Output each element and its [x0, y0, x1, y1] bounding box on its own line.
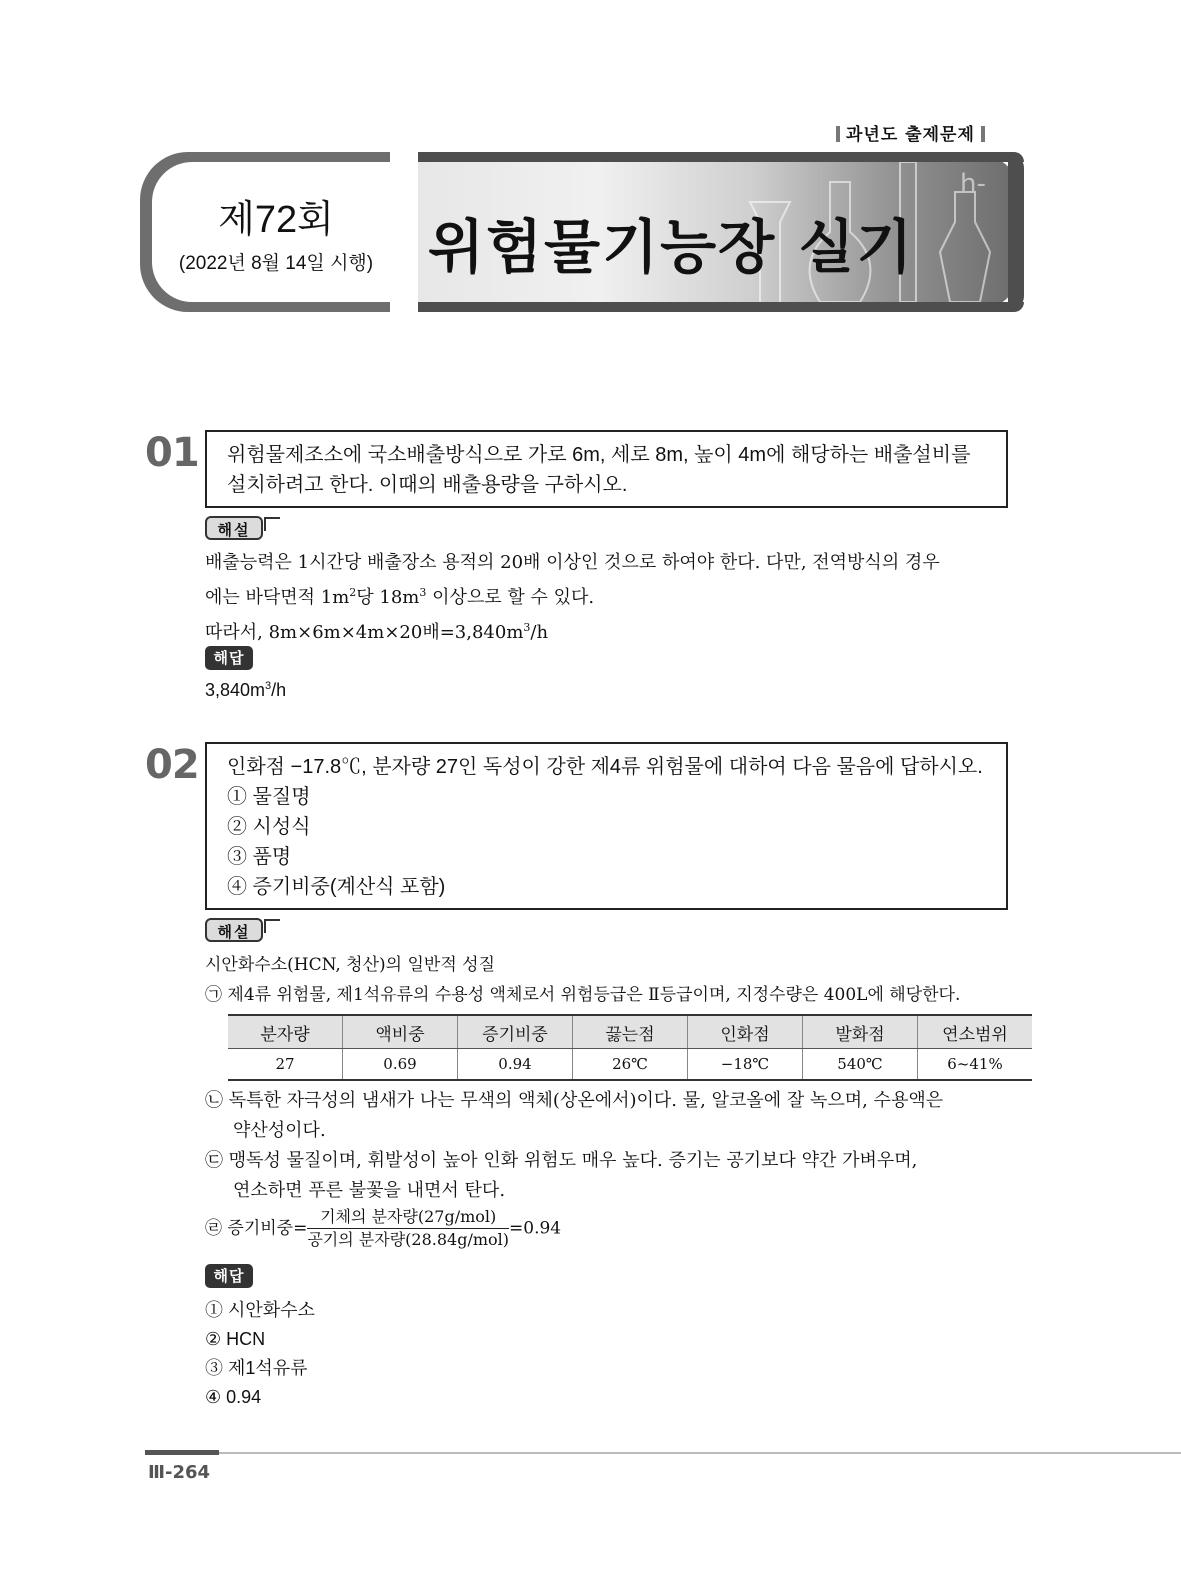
explanation-text: ㉡ 독특한 자극성의 냄새가 나는 무색의 액체(상온에서)이다. 물, 알코올에 잘 녹으며, 수용액은 약산성이다. ㉢ 맹독성 물질이며, 휘발성이 높아 인화 위험도 매우 높다. 증기는 공기보다 약간 가벼우며, 연소하면 푸른 불꽃을 내면서 탄다. [205, 1090, 944, 1201]
exam-date: (2022년 8월 14일 시행) [178, 253, 374, 274]
answer-badge: 해답 [205, 646, 253, 670]
table-header-cell: 인화점 [688, 1015, 803, 1049]
explanation-text: 시안화수소(HCN, 청산)의 일반적 성질 ㉠ 제4류 위험물, 제1석유류의 수용성 액체로서 위험등급은 Ⅱ등급이며, 지정수량은 400L에 해당한다. [205, 955, 961, 1005]
table-header-cell: 발화점 [803, 1015, 918, 1049]
flag-icon [264, 517, 280, 531]
tag-bar-left [836, 126, 840, 142]
table-header-cell: 연소범위 [918, 1015, 1033, 1049]
question-item: ③ 품명 [227, 846, 292, 868]
explanation-badge: 해설 [205, 918, 263, 942]
answer-text: $3,840m^3/h$ [205, 680, 287, 700]
vapor-density-formula: ㉣ 증기비중= $\frac{\text{기체의 분자량(27g/mol)}}{\text{공기의 분자량(28.84g/mol)}}$ =0.94 [205, 1207, 562, 1249]
question-item: ④ 증기비중(계산식 포함) [227, 876, 446, 898]
question-text-line: 인화점 −17.8℃, 분자량 27인 독성이 강한 제4류 위험물에 대하여 다음 물음에 답하시오. [227, 756, 983, 778]
table-cell: 0.69 [343, 1049, 458, 1081]
table-header-cell: 끓는점 [573, 1015, 688, 1049]
section-tag: 과년도 출제문제 [830, 120, 991, 145]
question-box [205, 742, 1008, 910]
answer-badge: 해답 [205, 1264, 253, 1288]
table-cell: 27 [228, 1049, 343, 1081]
question-item: ① 물질명 [227, 786, 311, 808]
footer-rule-accent [145, 1450, 219, 1455]
table-cell: −18℃ [688, 1049, 803, 1081]
page-number: Ⅲ-264 [148, 1462, 211, 1483]
table-header-cell: 액비중 [343, 1015, 458, 1049]
properties-table [228, 1014, 1032, 1081]
exam-round: 제72회 [218, 199, 334, 241]
banner-right-top-border [418, 152, 1024, 162]
svg-text:h-: h- [960, 169, 986, 199]
explanation-badge: 해설 [205, 516, 263, 540]
explanation-text: 배출능력은 1시간당 배출장소 용적의 20배 이상인 것으로 하여야 한다. 다만, 전역방식의 경우 에는 바닥면적 $1m^2$당 $18m^3$ 이상으로 할 수 있다. 따라서, 8m×6m×4m×20배$=3,840m^3/h$ [205, 552, 940, 643]
table-header-row [228, 1015, 1032, 1049]
footer-rule [145, 1452, 1181, 1454]
question-text-line: 위험물제조소에 국소배출방식으로 가로 6m, 세로 8m, 높이 4m에 해당하는 배출설비를 [227, 444, 971, 466]
question-number: 02 [145, 742, 199, 788]
question-item: ② 시성식 [227, 816, 311, 838]
question-box [205, 430, 1008, 508]
table-header-cell: 증기비중 [458, 1015, 573, 1049]
table-cell: 6~41% [918, 1049, 1033, 1081]
table-header-cell: 분자량 [228, 1015, 343, 1049]
flag-icon [264, 919, 280, 933]
table-cell: 0.94 [458, 1049, 573, 1081]
banner-right-bottom-border [418, 302, 1024, 312]
exam-title: 위험물기능장 실기 [428, 213, 915, 281]
table-cell: 540℃ [803, 1049, 918, 1081]
question-number: 01 [145, 430, 199, 476]
table-cell: 26℃ [573, 1049, 688, 1081]
table-row [228, 1049, 1032, 1081]
question-text-line: 설치하려고 한다. 이때의 배출용량을 구하시오. [227, 474, 628, 496]
answer-item: ② HCN [205, 1329, 266, 1349]
tag-bar-right [981, 126, 985, 142]
answer-item: ③ 제1석유류 [205, 1358, 308, 1378]
answer-item: ④ 0.94 [205, 1387, 262, 1407]
answer-list [205, 1296, 315, 1412]
answer-item: ① 시안화수소 [205, 1300, 315, 1320]
formula-fraction: $\frac{\text{기체의 분자량(27g/mol)}}{\text{공기의 분자량(28.84g/mol)}}$ [307, 1207, 510, 1249]
